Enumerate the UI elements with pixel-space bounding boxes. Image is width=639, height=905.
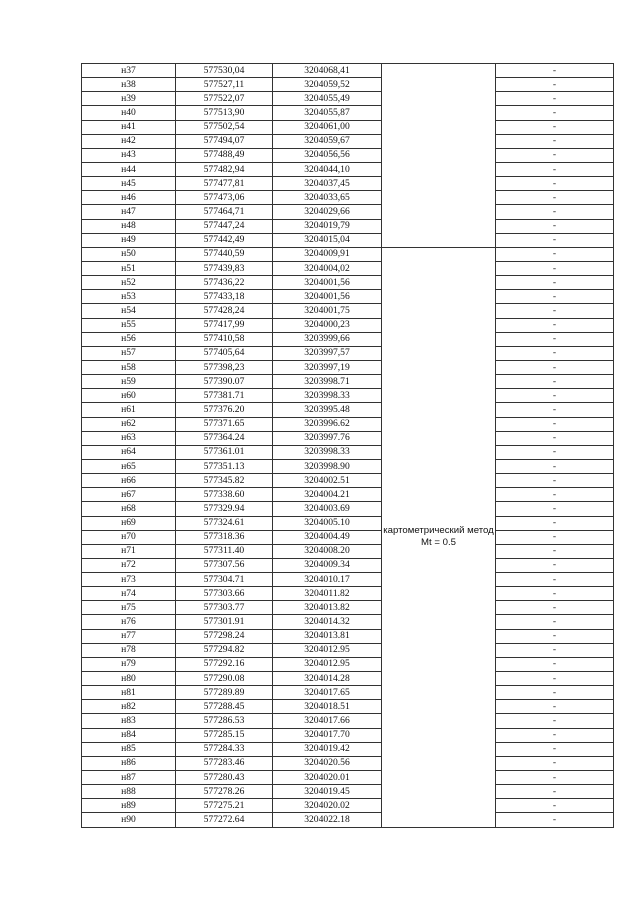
y-coordinate-cell: 3204017.66 <box>273 714 382 728</box>
point-cell: н60 <box>82 389 176 403</box>
point-cell: н69 <box>82 516 176 530</box>
x-coordinate-cell: 577364.24 <box>176 431 273 445</box>
note-cell: - <box>496 771 614 785</box>
y-coordinate-cell: 3204018.51 <box>273 700 382 714</box>
y-coordinate-cell: 3204013.82 <box>273 601 382 615</box>
y-coordinate-cell: 3204019.42 <box>273 742 382 756</box>
note-cell: - <box>496 474 614 488</box>
table-row <box>82 346 614 360</box>
y-coordinate-cell: 3204012.95 <box>273 643 382 657</box>
table-row <box>82 177 614 191</box>
point-cell: н41 <box>82 120 176 134</box>
y-coordinate-cell: 3203998.71 <box>273 375 382 389</box>
note-cell: - <box>496 177 614 191</box>
point-cell: н39 <box>82 92 176 106</box>
note-cell: - <box>496 756 614 770</box>
x-coordinate-cell: 577482,94 <box>176 162 273 176</box>
y-coordinate-cell: 3204022.18 <box>273 813 382 827</box>
y-coordinate-cell: 3203996.62 <box>273 417 382 431</box>
x-coordinate-cell: 577494,07 <box>176 134 273 148</box>
x-coordinate-cell: 577502,54 <box>176 120 273 134</box>
y-coordinate-cell: 3204017.70 <box>273 728 382 742</box>
table-row <box>82 686 614 700</box>
x-coordinate-cell: 577345.82 <box>176 474 273 488</box>
x-coordinate-cell: 577318.36 <box>176 530 273 544</box>
note-cell: - <box>496 672 614 686</box>
x-coordinate-cell: 577398,23 <box>176 360 273 374</box>
x-coordinate-cell: 577522,07 <box>176 92 273 106</box>
x-coordinate-cell: 577417,99 <box>176 318 273 332</box>
point-cell: н56 <box>82 332 176 346</box>
note-cell: - <box>496 162 614 176</box>
table-row <box>82 134 614 148</box>
point-cell: н77 <box>82 629 176 643</box>
y-coordinate-cell: 3204010.17 <box>273 573 382 587</box>
table-row <box>82 162 614 176</box>
x-coordinate-cell: 577530,04 <box>176 64 273 78</box>
note-cell: - <box>496 714 614 728</box>
method-cell-upper <box>382 64 496 248</box>
note-cell: - <box>496 742 614 756</box>
point-cell: н86 <box>82 756 176 770</box>
point-cell: н40 <box>82 106 176 120</box>
y-coordinate-cell: 3204008.20 <box>273 544 382 558</box>
note-cell: - <box>496 530 614 544</box>
x-coordinate-cell: 577442,49 <box>176 233 273 247</box>
table-row <box>82 502 614 516</box>
note-cell: - <box>496 488 614 502</box>
table-row <box>82 643 614 657</box>
x-coordinate-cell: 577275.21 <box>176 799 273 813</box>
point-cell: н42 <box>82 134 176 148</box>
table-row <box>82 700 614 714</box>
table-row <box>82 233 614 247</box>
point-cell: н87 <box>82 771 176 785</box>
table-row <box>82 756 614 770</box>
y-coordinate-cell: 3204004.49 <box>273 530 382 544</box>
x-coordinate-cell: 577488,49 <box>176 148 273 162</box>
y-coordinate-cell: 3204037,45 <box>273 177 382 191</box>
x-coordinate-cell: 577289.89 <box>176 686 273 700</box>
point-cell: н45 <box>82 177 176 191</box>
x-coordinate-cell: 577303.66 <box>176 587 273 601</box>
y-coordinate-cell: 3204012.95 <box>273 657 382 671</box>
x-coordinate-cell: 577294.82 <box>176 643 273 657</box>
point-cell: н88 <box>82 785 176 799</box>
note-cell: - <box>496 205 614 219</box>
point-cell: н57 <box>82 346 176 360</box>
note-cell: - <box>496 360 614 374</box>
coordinates-table-page <box>81 63 614 828</box>
note-cell: - <box>496 785 614 799</box>
point-cell: н62 <box>82 417 176 431</box>
table-row <box>82 106 614 120</box>
table-row <box>82 488 614 502</box>
note-cell: - <box>496 346 614 360</box>
point-cell: н72 <box>82 558 176 572</box>
point-cell: н37 <box>82 64 176 78</box>
point-cell: н53 <box>82 290 176 304</box>
table-row <box>82 714 614 728</box>
x-coordinate-cell: 577527,11 <box>176 78 273 92</box>
point-cell: н78 <box>82 643 176 657</box>
point-cell: н59 <box>82 375 176 389</box>
y-coordinate-cell: 3203997.76 <box>273 431 382 445</box>
y-coordinate-cell: 3204002.51 <box>273 474 382 488</box>
x-coordinate-cell: 577324.61 <box>176 516 273 530</box>
table-row <box>82 375 614 389</box>
note-cell: - <box>496 78 614 92</box>
y-coordinate-cell: 3204061,00 <box>273 120 382 134</box>
point-cell: н61 <box>82 403 176 417</box>
point-cell: н65 <box>82 459 176 473</box>
y-coordinate-cell: 3203998.33 <box>273 445 382 459</box>
point-cell: н49 <box>82 233 176 247</box>
note-cell: - <box>496 120 614 134</box>
note-cell: - <box>496 389 614 403</box>
x-coordinate-cell: 577464,71 <box>176 205 273 219</box>
table-row <box>82 573 614 587</box>
table-row <box>82 78 614 92</box>
point-cell: н84 <box>82 728 176 742</box>
table-row <box>82 205 614 219</box>
y-coordinate-cell: 3204014.28 <box>273 672 382 686</box>
x-coordinate-cell: 577329.94 <box>176 502 273 516</box>
table-row <box>82 558 614 572</box>
point-cell: н85 <box>82 742 176 756</box>
coordinates-table <box>81 63 614 828</box>
table-row <box>82 601 614 615</box>
table-row <box>82 64 614 78</box>
y-coordinate-cell: 3203998.90 <box>273 459 382 473</box>
table-row <box>82 474 614 488</box>
y-coordinate-cell: 3204019.45 <box>273 785 382 799</box>
x-coordinate-cell: 577286.53 <box>176 714 273 728</box>
note-cell: - <box>496 375 614 389</box>
y-coordinate-cell: 3204003.69 <box>273 502 382 516</box>
point-cell: н70 <box>82 530 176 544</box>
note-cell: - <box>496 615 614 629</box>
y-coordinate-cell: 3204014.32 <box>273 615 382 629</box>
x-coordinate-cell: 577428,24 <box>176 304 273 318</box>
y-coordinate-cell: 3204059,52 <box>273 78 382 92</box>
note-cell: - <box>496 148 614 162</box>
point-cell: н47 <box>82 205 176 219</box>
table-row <box>82 516 614 530</box>
note-cell: - <box>496 219 614 233</box>
x-coordinate-cell: 577381.71 <box>176 389 273 403</box>
x-coordinate-cell: 577440,59 <box>176 247 273 261</box>
note-cell: - <box>496 417 614 431</box>
note-cell: - <box>496 657 614 671</box>
y-coordinate-cell: 3203999,66 <box>273 332 382 346</box>
x-coordinate-cell: 577292.16 <box>176 657 273 671</box>
note-cell: - <box>496 728 614 742</box>
y-coordinate-cell: 3204004,02 <box>273 261 382 275</box>
table-row <box>82 728 614 742</box>
point-cell: н82 <box>82 700 176 714</box>
point-cell: н80 <box>82 672 176 686</box>
y-coordinate-cell: 3204055,49 <box>273 92 382 106</box>
table-row <box>82 120 614 134</box>
point-cell: н76 <box>82 615 176 629</box>
y-coordinate-cell: 3204068,41 <box>273 64 382 78</box>
note-cell: - <box>496 191 614 205</box>
note-cell: - <box>496 643 614 657</box>
x-coordinate-cell: 577283.46 <box>176 756 273 770</box>
y-coordinate-cell: 3204005.10 <box>273 516 382 530</box>
note-cell: - <box>496 601 614 615</box>
point-cell: н51 <box>82 261 176 275</box>
point-cell: н64 <box>82 445 176 459</box>
x-coordinate-cell: 577436,22 <box>176 276 273 290</box>
point-cell: н38 <box>82 78 176 92</box>
coordinates-table-body <box>82 64 614 828</box>
x-coordinate-cell: 577361.01 <box>176 445 273 459</box>
table-row <box>82 247 614 261</box>
table-row <box>82 92 614 106</box>
note-cell: - <box>496 587 614 601</box>
x-coordinate-cell: 577290.08 <box>176 672 273 686</box>
point-cell: н58 <box>82 360 176 374</box>
note-cell: - <box>496 813 614 827</box>
table-row <box>82 318 614 332</box>
x-coordinate-cell: 577284.33 <box>176 742 273 756</box>
y-coordinate-cell: 3204056,56 <box>273 148 382 162</box>
table-row <box>82 219 614 233</box>
y-coordinate-cell: 3203998.33 <box>273 389 382 403</box>
table-row <box>82 389 614 403</box>
y-coordinate-cell: 3204017.65 <box>273 686 382 700</box>
point-cell: н48 <box>82 219 176 233</box>
y-coordinate-cell: 3204001,75 <box>273 304 382 318</box>
table-row <box>82 742 614 756</box>
x-coordinate-cell: 577298.24 <box>176 629 273 643</box>
table-row <box>82 544 614 558</box>
x-coordinate-cell: 577338.60 <box>176 488 273 502</box>
x-coordinate-cell: 577376.20 <box>176 403 273 417</box>
x-coordinate-cell: 577371.65 <box>176 417 273 431</box>
table-row <box>82 431 614 445</box>
point-cell: н52 <box>82 276 176 290</box>
table-row <box>82 771 614 785</box>
x-coordinate-cell: 577307.56 <box>176 558 273 572</box>
x-coordinate-cell: 577278.26 <box>176 785 273 799</box>
note-cell: - <box>496 247 614 261</box>
point-cell: н66 <box>82 474 176 488</box>
table-row <box>82 615 614 629</box>
point-cell: н55 <box>82 318 176 332</box>
point-cell: н68 <box>82 502 176 516</box>
point-cell: н50 <box>82 247 176 261</box>
table-row <box>82 459 614 473</box>
point-cell: н71 <box>82 544 176 558</box>
x-coordinate-cell: 577405,64 <box>176 346 273 360</box>
x-coordinate-cell: 577390.07 <box>176 375 273 389</box>
table-row <box>82 799 614 813</box>
y-coordinate-cell: 3203997,57 <box>273 346 382 360</box>
note-cell: - <box>496 799 614 813</box>
note-cell: - <box>496 686 614 700</box>
table-row <box>82 290 614 304</box>
x-coordinate-cell: 577447,24 <box>176 219 273 233</box>
x-coordinate-cell: 577439,83 <box>176 261 273 275</box>
note-cell: - <box>496 459 614 473</box>
table-row <box>82 785 614 799</box>
note-cell: - <box>496 134 614 148</box>
table-row <box>82 629 614 643</box>
note-cell: - <box>496 290 614 304</box>
x-coordinate-cell: 577311.40 <box>176 544 273 558</box>
note-cell: - <box>496 233 614 247</box>
note-cell: - <box>496 445 614 459</box>
table-row <box>82 417 614 431</box>
point-cell: н89 <box>82 799 176 813</box>
table-row <box>82 530 614 544</box>
y-coordinate-cell: 3204020.02 <box>273 799 382 813</box>
point-cell: н43 <box>82 148 176 162</box>
note-cell: - <box>496 304 614 318</box>
point-cell: н63 <box>82 431 176 445</box>
note-cell: - <box>496 332 614 346</box>
note-cell: - <box>496 318 614 332</box>
y-coordinate-cell: 3204009,91 <box>273 247 382 261</box>
point-cell: н46 <box>82 191 176 205</box>
point-cell: н67 <box>82 488 176 502</box>
x-coordinate-cell: 577473,06 <box>176 191 273 205</box>
y-coordinate-cell: 3204004.21 <box>273 488 382 502</box>
note-cell: - <box>496 544 614 558</box>
point-cell: н83 <box>82 714 176 728</box>
point-cell: н44 <box>82 162 176 176</box>
table-row <box>82 332 614 346</box>
table-row <box>82 813 614 827</box>
note-cell: - <box>496 276 614 290</box>
y-coordinate-cell: 3204020.01 <box>273 771 382 785</box>
note-cell: - <box>496 403 614 417</box>
note-cell: - <box>496 92 614 106</box>
point-cell: н81 <box>82 686 176 700</box>
point-cell: н75 <box>82 601 176 615</box>
point-cell: н79 <box>82 657 176 671</box>
x-coordinate-cell: 577433,18 <box>176 290 273 304</box>
table-row <box>82 360 614 374</box>
y-coordinate-cell: 3204029,66 <box>273 205 382 219</box>
note-cell: - <box>496 502 614 516</box>
y-coordinate-cell: 3204059,67 <box>273 134 382 148</box>
y-coordinate-cell: 3204019,79 <box>273 219 382 233</box>
note-cell: - <box>496 261 614 275</box>
table-row <box>82 148 614 162</box>
note-cell: - <box>496 64 614 78</box>
y-coordinate-cell: 3204015,04 <box>273 233 382 247</box>
y-coordinate-cell: 3204009.34 <box>273 558 382 572</box>
table-row <box>82 657 614 671</box>
note-cell: - <box>496 629 614 643</box>
note-cell: - <box>496 106 614 120</box>
x-coordinate-cell: 577410,58 <box>176 332 273 346</box>
table-row <box>82 304 614 318</box>
y-coordinate-cell: 3203995.48 <box>273 403 382 417</box>
note-cell: - <box>496 558 614 572</box>
x-coordinate-cell: 577477,81 <box>176 177 273 191</box>
y-coordinate-cell: 3204001,56 <box>273 276 382 290</box>
table-row <box>82 261 614 275</box>
note-cell: - <box>496 516 614 530</box>
y-coordinate-cell: 3204033,65 <box>273 191 382 205</box>
x-coordinate-cell: 577288.45 <box>176 700 273 714</box>
note-cell: - <box>496 431 614 445</box>
x-coordinate-cell: 577301.91 <box>176 615 273 629</box>
y-coordinate-cell: 3203997,19 <box>273 360 382 374</box>
point-cell: н90 <box>82 813 176 827</box>
y-coordinate-cell: 3204055,87 <box>273 106 382 120</box>
note-cell: - <box>496 573 614 587</box>
table-row <box>82 445 614 459</box>
table-row <box>82 403 614 417</box>
x-coordinate-cell: 577303.77 <box>176 601 273 615</box>
point-cell: н54 <box>82 304 176 318</box>
y-coordinate-cell: 3204044,10 <box>273 162 382 176</box>
table-row <box>82 672 614 686</box>
table-row <box>82 587 614 601</box>
x-coordinate-cell: 577513,90 <box>176 106 273 120</box>
method-cell: картометрический метод Mt = 0.5 <box>382 247 496 827</box>
x-coordinate-cell: 577272.64 <box>176 813 273 827</box>
x-coordinate-cell: 577280.43 <box>176 771 273 785</box>
x-coordinate-cell: 577304.71 <box>176 573 273 587</box>
y-coordinate-cell: 3204020.56 <box>273 756 382 770</box>
y-coordinate-cell: 3204000,23 <box>273 318 382 332</box>
point-cell: н73 <box>82 573 176 587</box>
y-coordinate-cell: 3204011.82 <box>273 587 382 601</box>
table-row <box>82 276 614 290</box>
y-coordinate-cell: 3204001,56 <box>273 290 382 304</box>
table-row <box>82 191 614 205</box>
point-cell: н74 <box>82 587 176 601</box>
x-coordinate-cell: 577285.15 <box>176 728 273 742</box>
note-cell: - <box>496 700 614 714</box>
x-coordinate-cell: 577351.13 <box>176 459 273 473</box>
y-coordinate-cell: 3204013.81 <box>273 629 382 643</box>
